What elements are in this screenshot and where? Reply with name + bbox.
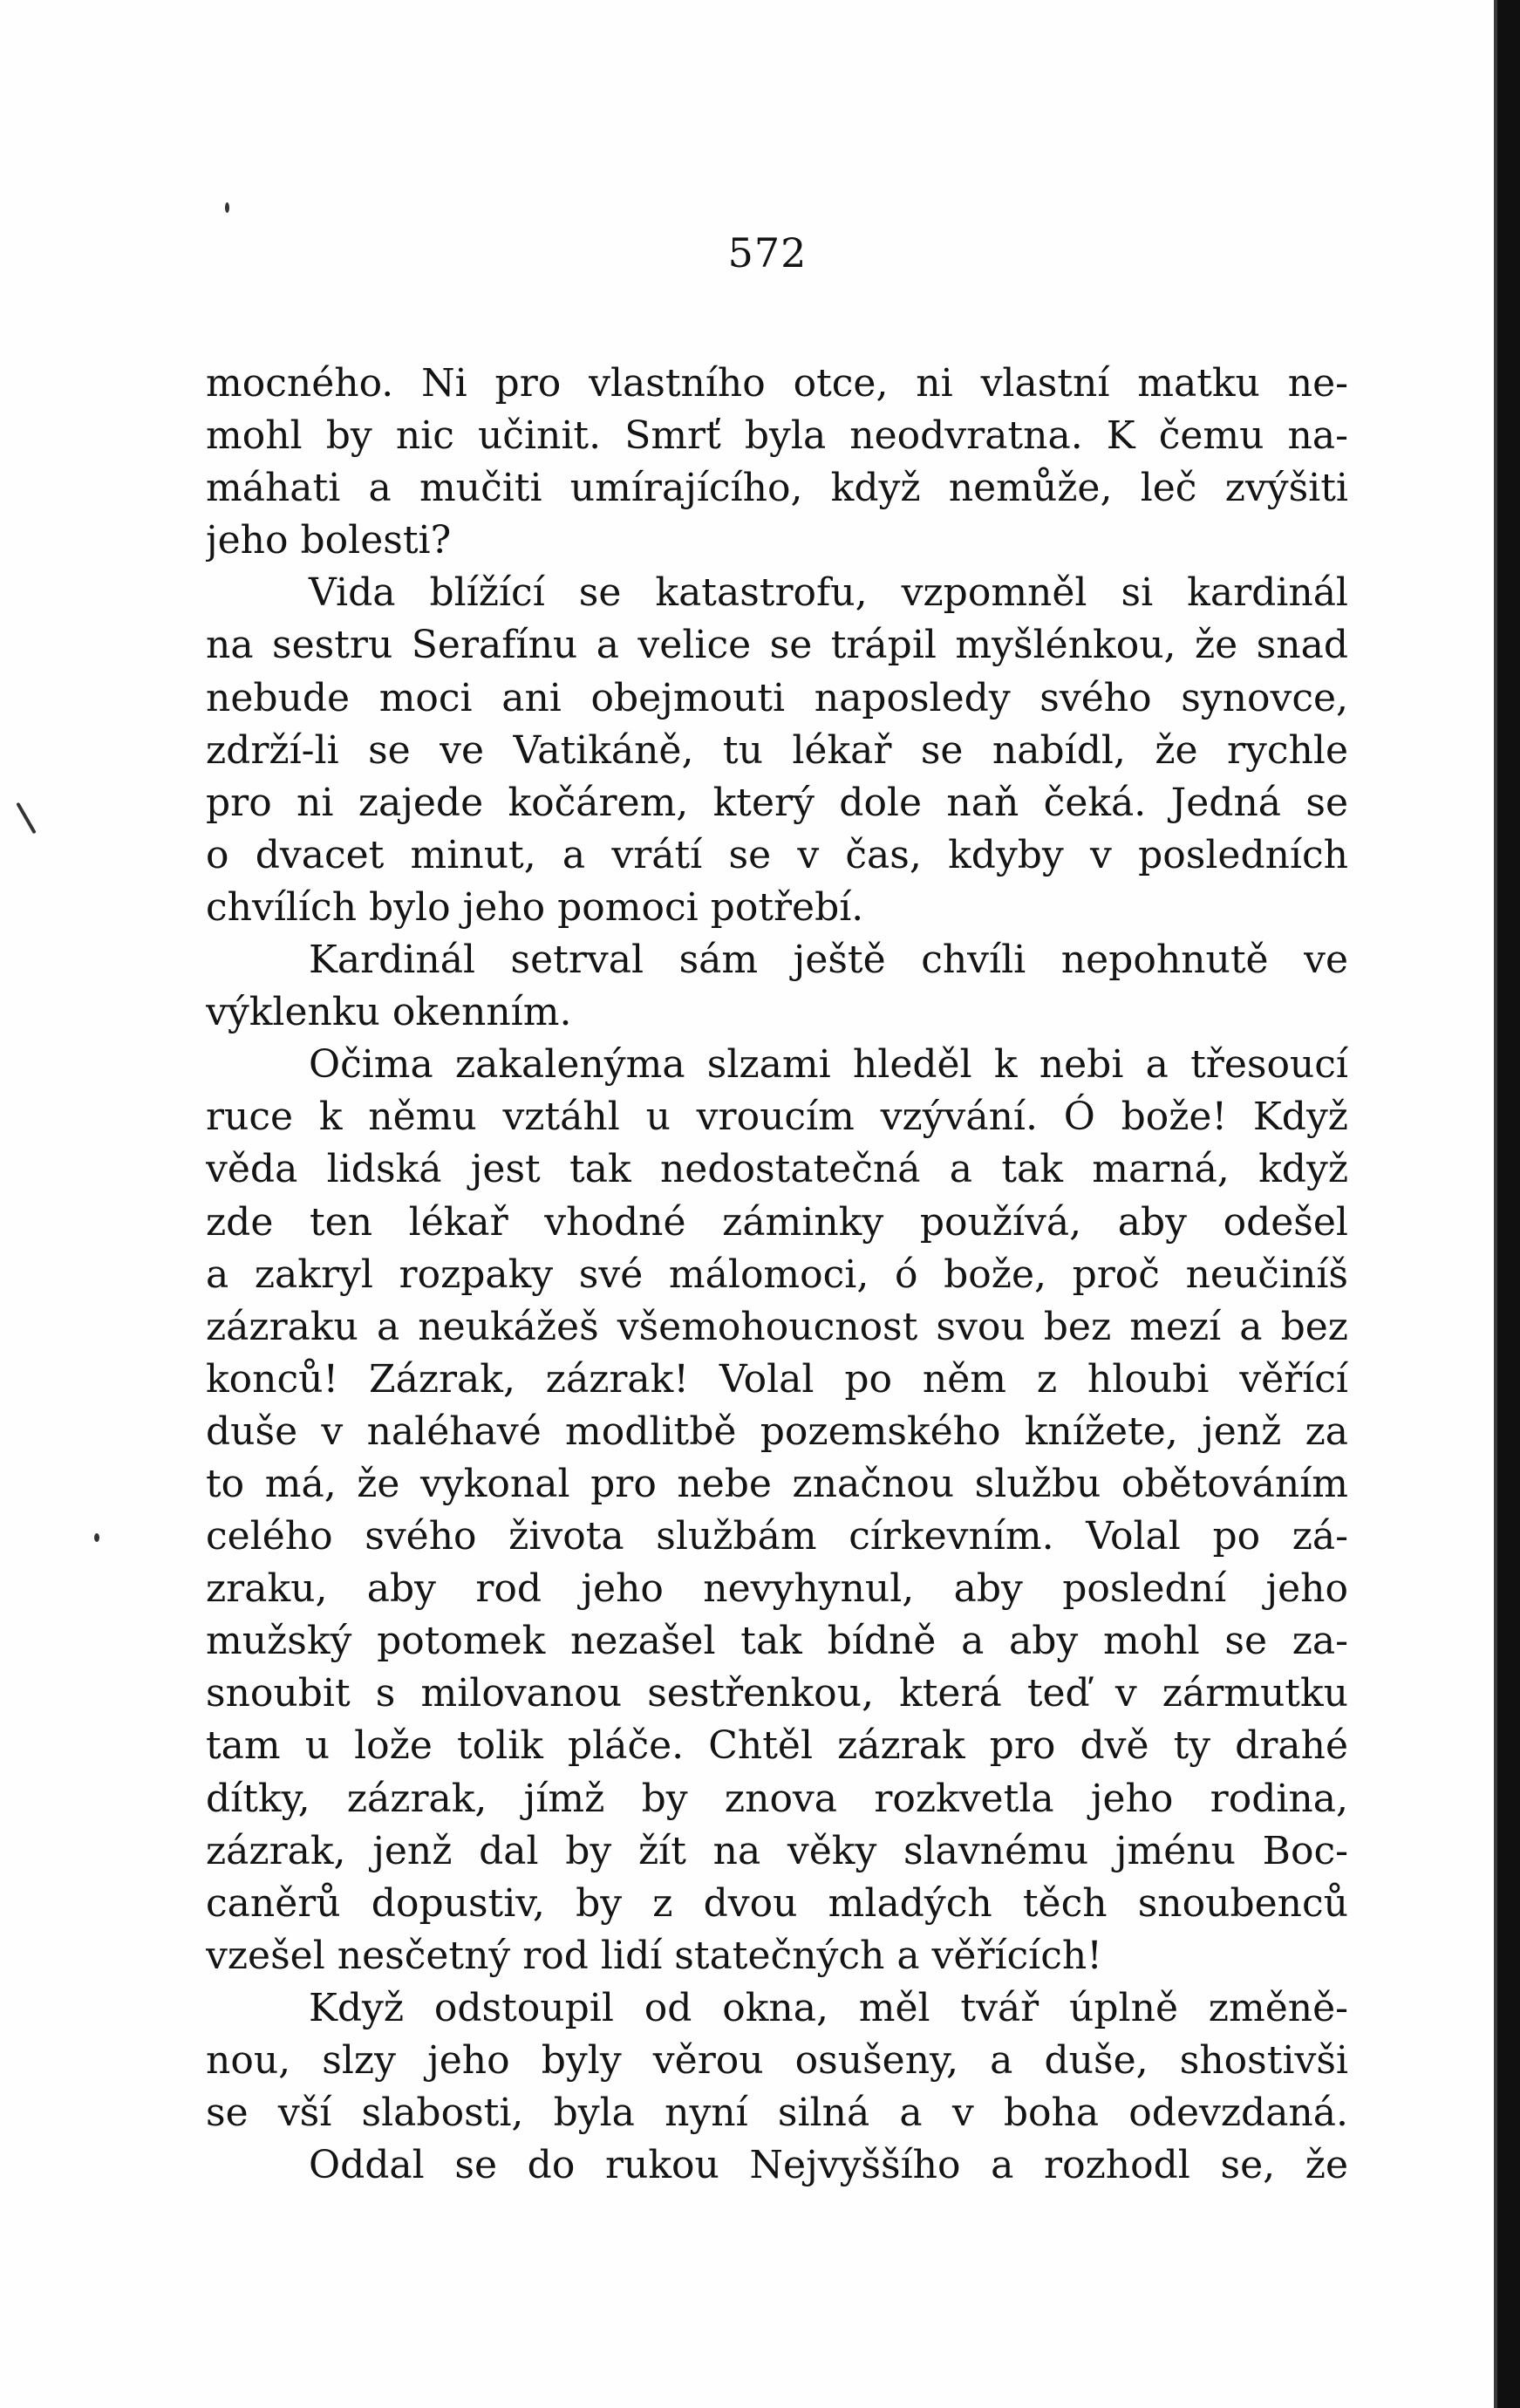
text-line: celého svého života službám církevním. Volal po zá- (206, 1514, 1348, 1559)
text-line: vzešel nesčetný rod lidí statečných a věřících! (206, 1933, 1102, 1978)
text-line: výklenku okenním. (206, 990, 572, 1035)
text-line: zázraku a neukážeš všemohoucnost svou bez mezí a bez (206, 1304, 1348, 1349)
text-line: věda lidská jest tak nedostatečná a tak marná, když (206, 1147, 1348, 1192)
text-line: duše v naléhavé modlitbě pozemského knížete, jenž za (206, 1409, 1348, 1454)
scan-speck (94, 1533, 99, 1542)
text-line: mocného. Ni pro vlastního otce, ni vlastní matku ne- (206, 361, 1348, 406)
scan-speck (225, 202, 229, 213)
text-line: caněrů dopustiv, by z dvou mladých těch snoubenců (206, 1880, 1348, 1926)
text-line: tam u lože tolik pláče. Chtěl zázrak pro dvě ty drahé (206, 1723, 1348, 1769)
text-line: nebude moci ani obejmouti naposledy svého synovce, (206, 675, 1348, 720)
text-line: pro ni zajede kočárem, který dole naň čeká. Jedná se (206, 780, 1348, 825)
text-line: Když odstoupil od okna, měl tvář úplně změně- (309, 1985, 1348, 2030)
text-line: ruce k němu vztáhl u vroucím vzývání. Ó bože! Když (206, 1095, 1348, 1140)
text-line: o dvacet minut, a vrátí se v čas, kdyby v posledních (206, 832, 1348, 877)
text-line: jeho bolesti? (206, 518, 452, 563)
text-line: zraku, aby rod jeho nevyhynul, aby poslední jeho (206, 1566, 1348, 1612)
text-line: to má, že vykonal pro nebe značnou službu obětováním (206, 1461, 1348, 1506)
text-line: mužský potomek nezašel tak bídně a aby mohl se za- (206, 1619, 1348, 1664)
text-line: Kardinál setrval sám ještě chvíli nepohnutě ve (309, 938, 1348, 983)
scan-border (1497, 0, 1520, 2408)
text-line: zázrak, jenž dal by žít na věky slavnému jménu Boc- (206, 1828, 1348, 1873)
text-line: Vida blížící se katastrofu, vzpomněl si kardinál (309, 570, 1348, 616)
text-line: dítky, zázrak, jímž by znova rozkvetla jeho rodina, (206, 1776, 1348, 1821)
page-number: 572 (727, 229, 808, 276)
text-line: máhati a mučiti umírajícího, když nemůže, leč zvýšiti (206, 466, 1348, 511)
text-line: se vší slabosti, byla nyní silná a v boha odevzdaná. (206, 2091, 1348, 2136)
text-line: chvílích bylo jeho pomoci potřebí. (206, 884, 864, 930)
text-line: snoubit s milovanou sestřenkou, která teď v zármutku (206, 1671, 1348, 1716)
scan-speck (16, 802, 36, 835)
body-text (206, 358, 1348, 2192)
text-line: Očima zakalenýma slzami hleděl k nebi a třesoucí (309, 1042, 1348, 1088)
text-line: mohl by nic učinit. Smrť byla neodvratna. K čemu na- (206, 413, 1348, 459)
text-line: konců! Zázrak, zázrak! Volal po něm z hloubi věřící (206, 1356, 1348, 1402)
text-line: nou, slzy jeho byly věrou osušeny, a duše, shostivši (206, 2038, 1348, 2083)
text-line: a zakryl rozpaky své málomoci, ó bože, proč neučiníš (206, 1252, 1348, 1297)
text-line: Oddal se do rukou Nejvyššího a rozhodl se, že (309, 2143, 1348, 2188)
text-line: zde ten lékař vhodné záminky používá, aby odešel (206, 1199, 1348, 1245)
text-line: zdrží-li se ve Vatikáně, tu lékař se nabídl, že rychle (206, 727, 1348, 773)
text-line: na sestru Serafínu a velice se trápil myšlénkou, že snad (206, 623, 1348, 668)
